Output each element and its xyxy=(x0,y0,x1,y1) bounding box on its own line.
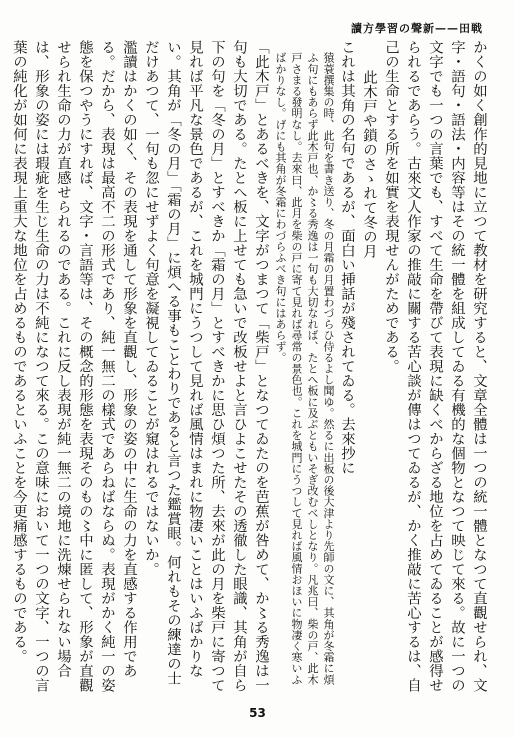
running-head: 戦田——新聲の習學方讀 xyxy=(351,22,483,35)
haiku-quote: 此木戸や鎖のさゝれて冬の月 xyxy=(361,70,377,259)
paragraph-conclusion: 濫讀はかくの如く、その表現を通して形象を直觀し、形象の姿の中に生命の力を直感する作用である。だから、表現は最高不二の形式であり、純一無二の樣式であらねばならぬ。表現がかく純一の姿態を保つやうにすれば、文字・言語等は、その概念的形態を表現そのもの〻中に匿して、形象が直觀せられ生命の力が直感せられるのである。これに反し表現が純一無二の境地に洗煉せられない場合は、形象の姿には瑕疵を生じ生命の力は不純になつて來る。この意味において一つの文字、一つの言葉の純化が如何に表現上重大な地位を占めるものであるといふことを今更痛感するものである。 xyxy=(11,40,137,693)
vertical-text-body xyxy=(11,40,490,695)
paragraph-intro: かくの如く創作的見地に立つて教材を研究すると、文章全體は一つの統一體となつて直觀せられ、文字・語句・語法・内容等はその統一體を組成してゐる有機的な個物となつて映じて來る。故に一つの文字でも一つの言葉でも、すべて生命を帶びて表現に缺くべからざる地位を占めてゐることが感得せられるであらう。古來文人作家の推敲に關する苦心談が傳はつてゐるが、かく推敲に苦心するは、自己の生命とする所を如實を表現せんがためである。 xyxy=(383,40,487,693)
paragraph-anecdote: これは其角の名句であるが、面白い挿話が殘されてゐる。去來抄に xyxy=(339,40,355,475)
paragraph-analysis: 「此木戸」とあるべきを、文字がつまつて「柴戸」となつてゐたのを芭蕉が咎めて、か〻る秀逸は一句も大切である。たとへ板に上せても急いで改板せよと言ひよこせたその透徹した眼識、其角が自ら下の句を「冬の月」とすべきか「霜の月」とすべきかに思ひ煩つた所、去來が此の月を柴戸に寄つて見れば平凡な景色であるが、これを城門にうつして見れば風情はまれに物凄いことはいふばかりない。其角が「冬の月」「霜の月」に煩へる事もことわりであると言つた鑑賞眼。何れもその練達の士だけあつて、一句も忽にせずよく句意を凝視してゐることが窺はれるではないか。 xyxy=(143,40,269,693)
page-number: 53 xyxy=(249,706,266,720)
kyoraisho-quotation: 猿蓑撰集の時、此句を書き送り、冬の月霜の月置わづらひ侍るよし聞ゆ。然るに出板の後大津より先師の文に、其角が冬霜に煩ふ句にもあらず此木戸也、か〻る秀逸は一句も大切なれば、たとへ板に及ぶともいそぎ改むべしとなり。凡兆曰、柴の戸、此木戸さまる發明なし。去來曰、此月を柴の戸に寄て見れば尋常の景色也。これを城門にうつして見れば風情おほいに物凄く寒いふばかりなし。げにも其角が冬霜にわづらふべき句にはあらず。 xyxy=(274,52,335,685)
